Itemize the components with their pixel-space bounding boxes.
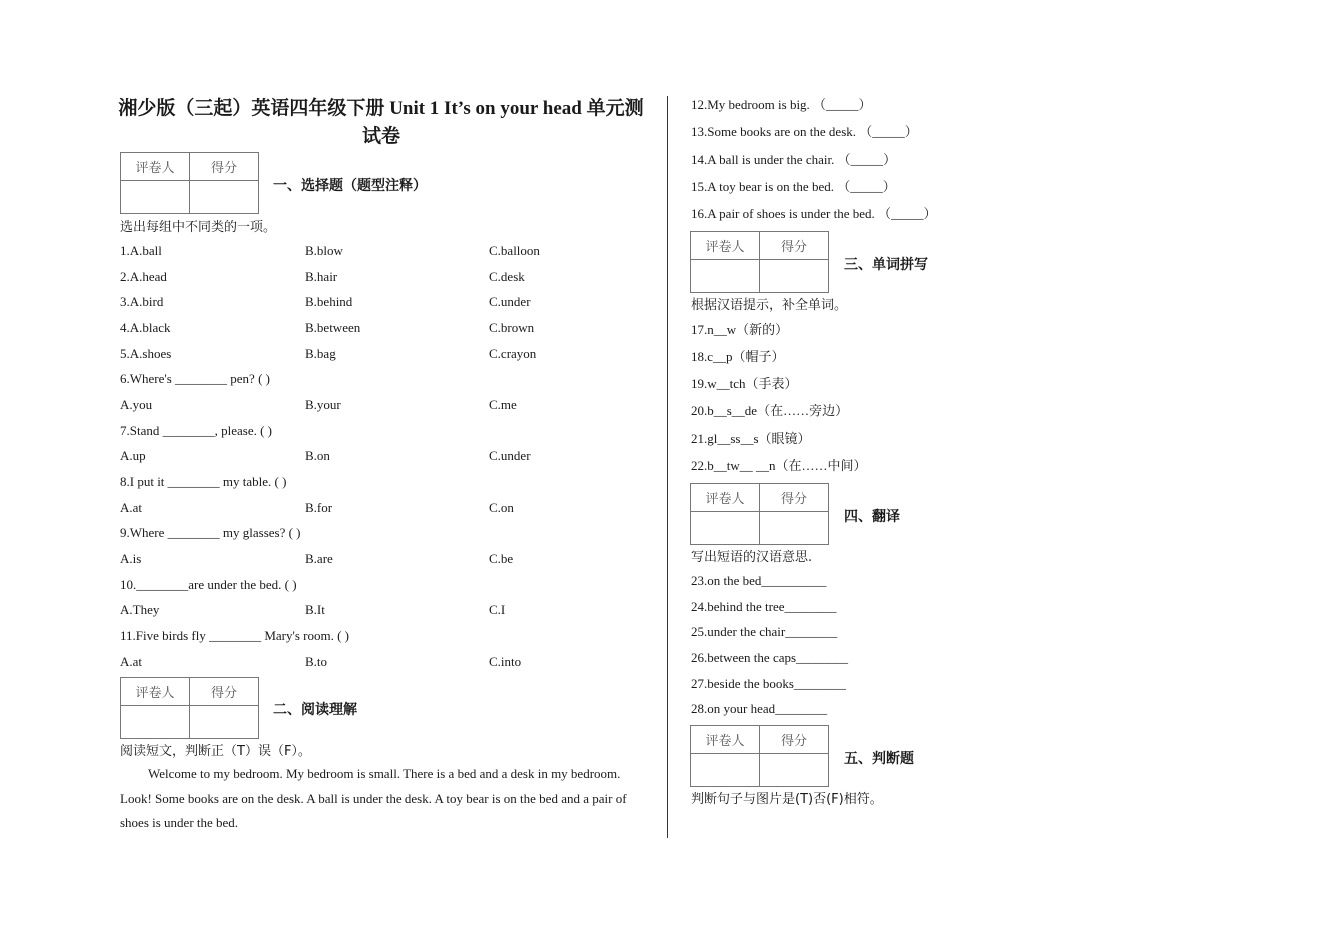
reviewer-label: 评卷人 [691,484,760,512]
question-option: A.up [120,448,146,463]
question-option: C.be [489,551,514,566]
score-box [690,483,829,545]
tf-item: 12.My bedroom is big. （_____） [691,97,872,112]
question-option: B.hair [305,269,338,284]
question-option: B.between [305,320,361,335]
section-heading-reading: 二、阅读理解 [273,702,357,718]
score-label: 得分 [760,726,829,754]
page-title: 湘少版（三起）英语四年级下册 Unit 1 It’s on your head 单元测试卷 [118,98,644,147]
question-option: 3.A.bird [120,294,164,309]
reading-passage [120,762,640,836]
question-option: C.under [489,448,531,463]
section-heading-judgement: 五、判断题 [844,751,914,767]
question-option: 1.A.ball [120,243,162,258]
question-option: B.your [305,397,341,412]
section-heading-translation: 四、翻译 [844,509,900,525]
score-cell [190,181,259,214]
score-box [690,725,829,787]
question-option: 2.A.head [120,269,167,284]
translation-item: 28.on your head________ [691,701,828,716]
section-instruction-reading: 阅读短文，判断正（T）误（F）。 [120,744,311,759]
reviewer-label: 评卷人 [691,726,760,754]
question-option: C.balloon [489,243,540,258]
reviewer-cell [691,512,760,545]
score-label: 得分 [190,153,259,181]
translation-item: 24.behind the tree________ [691,599,837,614]
section-instruction-spelling: 根据汉语提示，补全单词。 [691,298,848,313]
question-option: A.They [120,602,160,617]
question-stem: 10.________are under the bed. ( ) [120,577,297,592]
score-cell [760,512,829,545]
score-label: 得分 [190,678,259,706]
reviewer-label: 评卷人 [121,153,190,181]
question-option: 5.A.shoes [120,346,172,361]
question-option: B.It [305,602,325,617]
reviewer-cell [691,260,760,293]
question-option: C.me [489,397,517,412]
question-option: C.crayon [489,346,537,361]
section-heading-choice: 一、选择题（题型注释） [273,178,427,194]
question-option: C.desk [489,269,525,284]
question-option: C.brown [489,320,535,335]
question-option: B.blow [305,243,343,258]
tf-item: 14.A ball is under the chair. （_____） [691,152,897,167]
reviewer-cell [121,181,190,214]
score-cell [190,706,259,739]
score-label: 得分 [760,484,829,512]
question-option: C.into [489,654,522,669]
score-cell [760,754,829,787]
section-instruction-translation: 写出短语的汉语意思. [691,550,813,565]
question-stem: 6.Where's ________ pen? ( ) [120,371,270,386]
question-option: C.under [489,294,531,309]
spelling-item: 18.c__p（帽子） [691,349,785,364]
section-instruction-choice: 选出每组中不同类的一项。 [120,220,277,235]
section-heading-spelling: 三、单词拼写 [844,257,928,273]
question-stem: 8.I put it ________ my table. ( ) [120,474,287,489]
question-option: B.for [305,500,333,515]
question-option: B.bag [305,346,336,361]
translation-item: 25.under the chair________ [691,624,838,639]
question-option: A.at [120,654,143,669]
question-option: C.on [489,500,514,515]
spelling-item: 19.w__tch（手表） [691,376,798,391]
tf-item: 13.Some books are on the desk. （_____） [691,124,918,139]
spelling-item: 21.gl__ss__s（眼镜） [691,431,811,446]
spelling-item: 22.b__tw__ __n（在……中间） [691,458,867,473]
score-box [120,152,259,214]
question-option: B.behind [305,294,353,309]
reading-passage-text: Welcome to my bedroom. My bedroom is small. There is a bed and a desk in my bedroom. Look! Some books are on the desk. A ball is under the desk. A toy bear is on the bed and a pair of shoes is under the bed. [120,766,627,830]
reviewer-cell [691,754,760,787]
question-option: A.at [120,500,143,515]
column-divider [667,96,668,838]
question-stem: 7.Stand ________, please. ( ) [120,423,273,438]
reviewer-label: 评卷人 [121,678,190,706]
question-stem: 11.Five birds fly ________ Mary's room. ( ) [120,628,349,643]
score-box [120,677,259,739]
question-stem: 9.Where ________ my glasses? ( ) [120,525,301,540]
tf-item: 16.A pair of shoes is under the bed. （_____） [691,206,937,221]
question-option: B.to [305,654,328,669]
section-instruction-judgement: 判断句子与图片是(T)否(F)相符。 [691,792,883,807]
reviewer-cell [121,706,190,739]
question-option: B.are [305,551,333,566]
translation-item: 27.beside the books________ [691,676,846,691]
translation-item: 23.on the bed__________ [691,573,827,588]
spelling-item: 20.b__s__de（在……旁边） [691,403,849,418]
spelling-item: 17.n__w（新的） [691,322,789,337]
question-option: A.you [120,397,153,412]
question-option: A.is [120,551,142,566]
score-cell [760,260,829,293]
score-label: 得分 [760,232,829,260]
reviewer-label: 评卷人 [691,232,760,260]
score-box [690,231,829,293]
question-option: C.I [489,602,506,617]
question-option: B.on [305,448,330,463]
question-option: 4.A.black [120,320,171,335]
translation-item: 26.between the caps________ [691,650,849,665]
tf-item: 15.A toy bear is on the bed. （_____） [691,179,896,194]
